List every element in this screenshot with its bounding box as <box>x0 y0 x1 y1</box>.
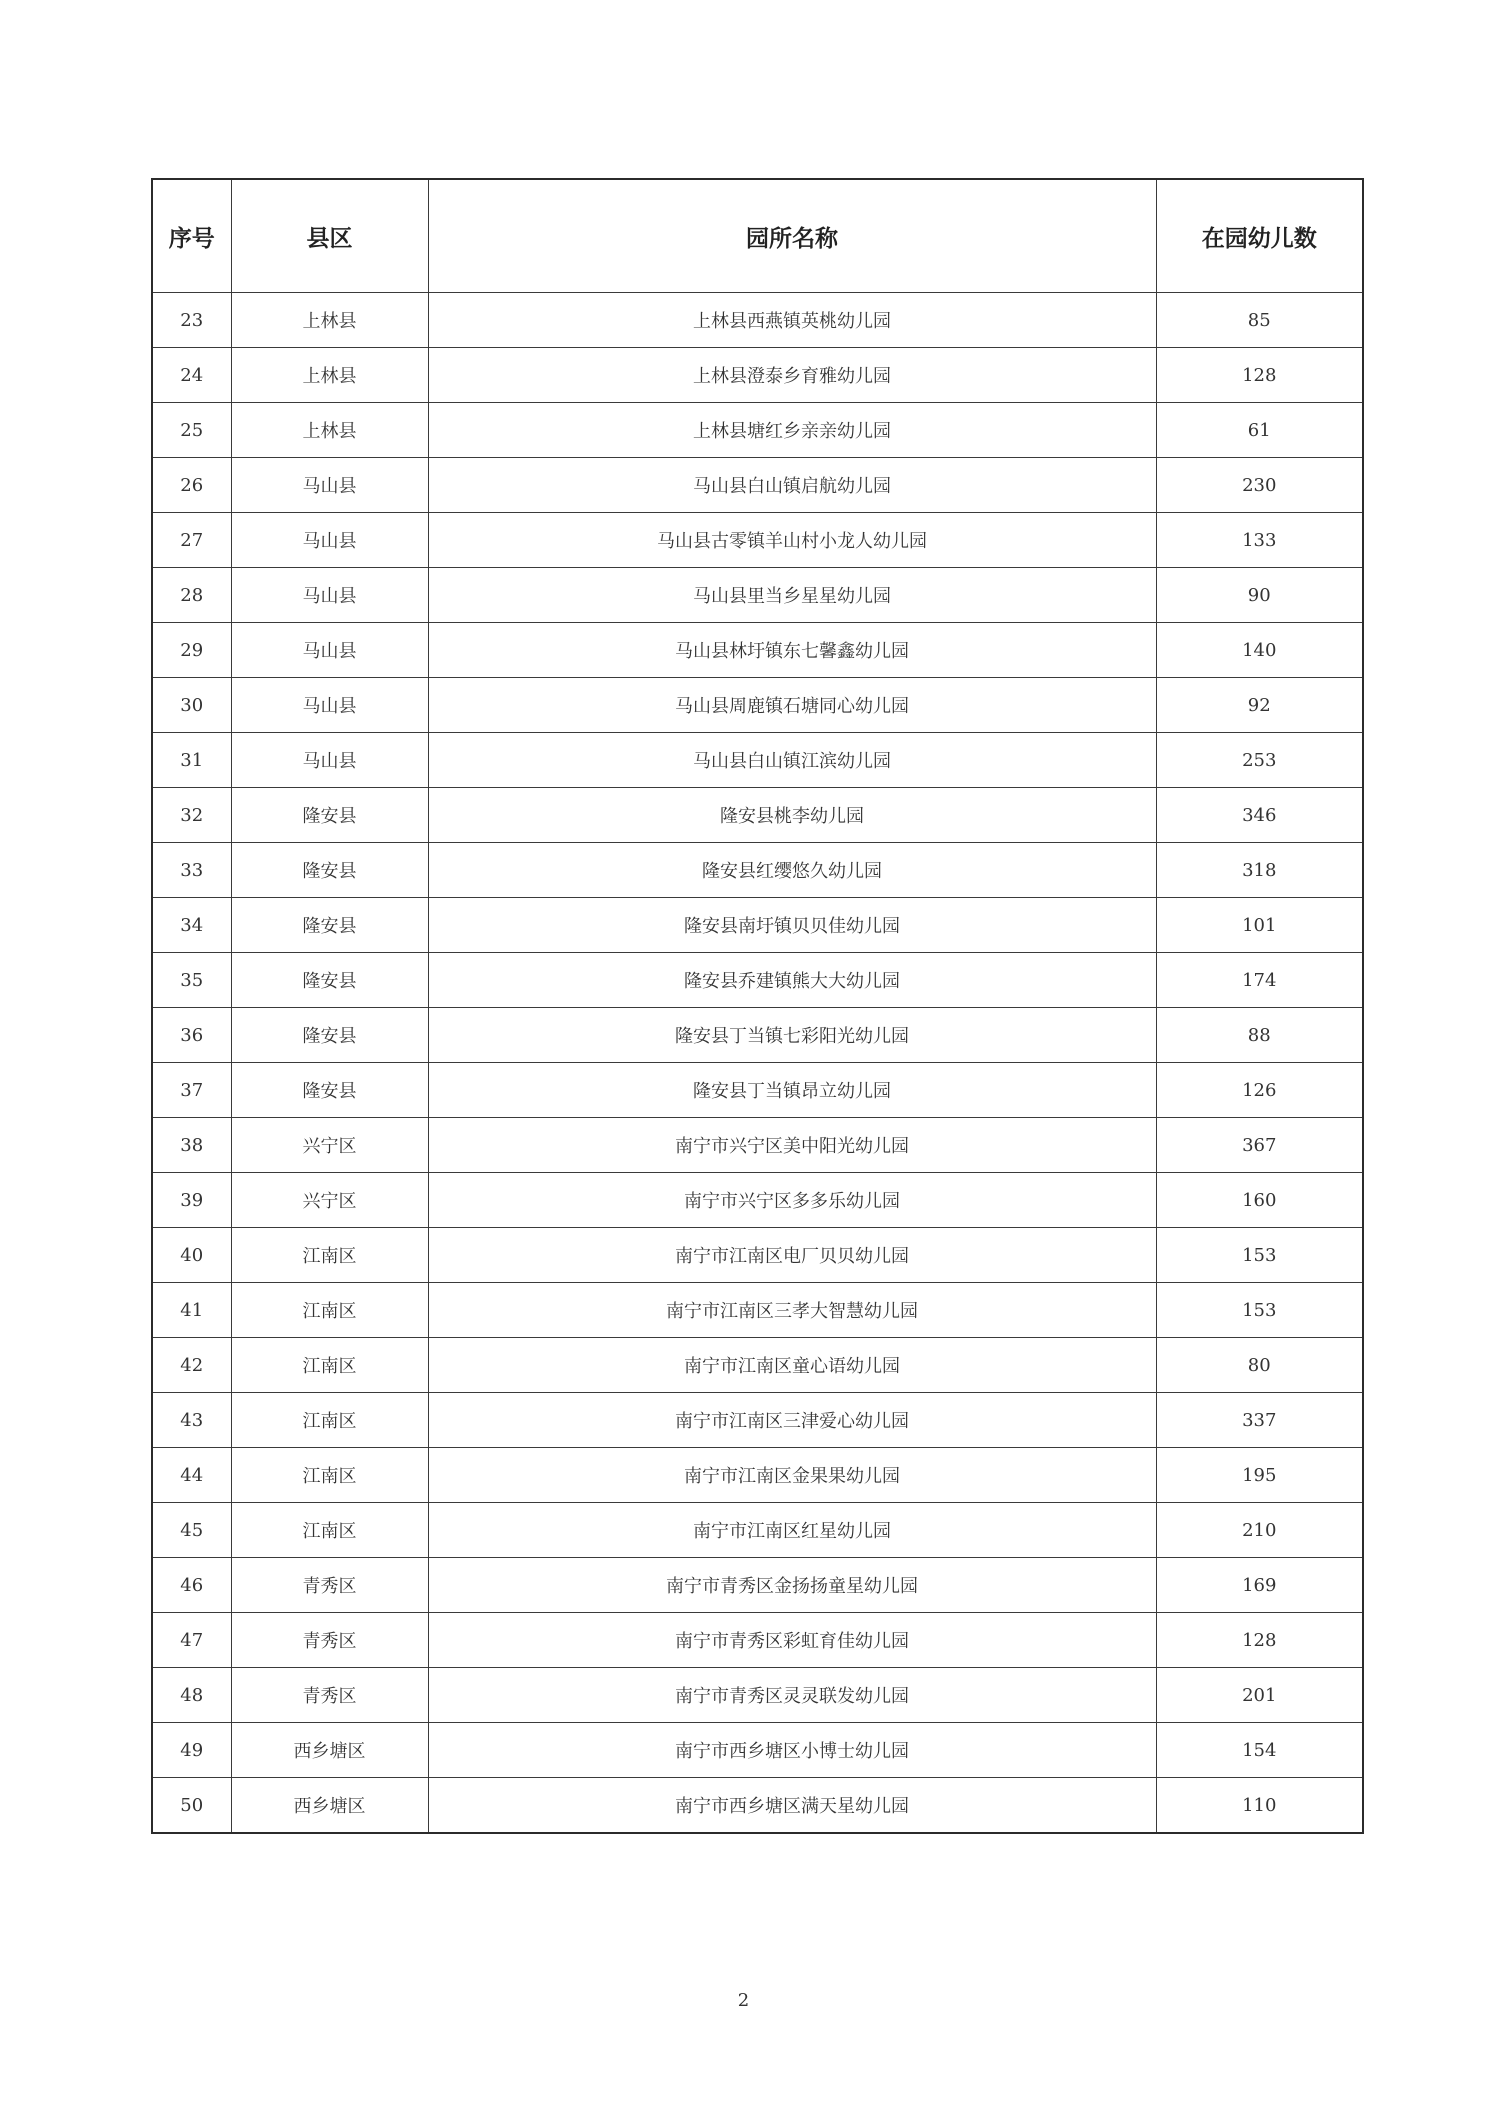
table-row <box>152 1118 1363 1173</box>
table-row <box>152 1283 1363 1338</box>
table-row <box>152 1338 1363 1393</box>
cell-enrolled-count: 230 <box>1156 458 1363 513</box>
cell-enrolled-count: 195 <box>1156 1448 1363 1503</box>
cell-kindergarten-name: 南宁市江南区三孝大智慧幼儿园 <box>428 1283 1156 1338</box>
cell-kindergarten-name: 南宁市江南区三津爱心幼儿园 <box>428 1393 1156 1448</box>
table-row <box>152 623 1363 678</box>
table-row <box>152 458 1363 513</box>
cell-district: 隆安县 <box>231 843 428 898</box>
cell-index: 26 <box>152 458 231 513</box>
table-row <box>152 953 1363 1008</box>
cell-district: 江南区 <box>231 1448 428 1503</box>
cell-district: 江南区 <box>231 1338 428 1393</box>
header-row <box>152 179 1363 293</box>
table-row <box>152 1063 1363 1118</box>
cell-index: 25 <box>152 403 231 458</box>
cell-kindergarten-name: 南宁市青秀区金扬扬童星幼儿园 <box>428 1558 1156 1613</box>
cell-index: 29 <box>152 623 231 678</box>
cell-kindergarten-name: 南宁市江南区红星幼儿园 <box>428 1503 1156 1558</box>
cell-kindergarten-name: 上林县澄泰乡育雅幼儿园 <box>428 348 1156 403</box>
cell-index: 47 <box>152 1613 231 1668</box>
cell-district: 隆安县 <box>231 898 428 953</box>
table-row <box>152 513 1363 568</box>
cell-kindergarten-name: 隆安县南圩镇贝贝佳幼儿园 <box>428 898 1156 953</box>
cell-index: 43 <box>152 1393 231 1448</box>
cell-district: 青秀区 <box>231 1668 428 1723</box>
cell-enrolled-count: 153 <box>1156 1228 1363 1283</box>
table-row <box>152 1723 1363 1778</box>
cell-enrolled-count: 61 <box>1156 403 1363 458</box>
cell-kindergarten-name: 马山县林圩镇东七馨鑫幼儿园 <box>428 623 1156 678</box>
cell-index: 48 <box>152 1668 231 1723</box>
cell-kindergarten-name: 南宁市江南区童心语幼儿园 <box>428 1338 1156 1393</box>
cell-enrolled-count: 101 <box>1156 898 1363 953</box>
cell-kindergarten-name: 隆安县乔建镇熊大大幼儿园 <box>428 953 1156 1008</box>
table-row <box>152 1393 1363 1448</box>
cell-district: 隆安县 <box>231 953 428 1008</box>
cell-district: 上林县 <box>231 403 428 458</box>
cell-enrolled-count: 88 <box>1156 1008 1363 1063</box>
cell-index: 28 <box>152 568 231 623</box>
cell-index: 31 <box>152 733 231 788</box>
cell-enrolled-count: 140 <box>1156 623 1363 678</box>
table-header <box>152 179 1363 293</box>
table-row <box>152 1668 1363 1723</box>
table-row <box>152 1448 1363 1503</box>
cell-index: 37 <box>152 1063 231 1118</box>
cell-district: 马山县 <box>231 568 428 623</box>
cell-kindergarten-name: 南宁市江南区金果果幼儿园 <box>428 1448 1156 1503</box>
cell-enrolled-count: 253 <box>1156 733 1363 788</box>
cell-index: 33 <box>152 843 231 898</box>
cell-kindergarten-name: 南宁市江南区电厂贝贝幼儿园 <box>428 1228 1156 1283</box>
header-district: 县区 <box>231 179 428 293</box>
cell-kindergarten-name: 隆安县红缨悠久幼儿园 <box>428 843 1156 898</box>
cell-district: 上林县 <box>231 293 428 348</box>
table-row <box>152 1558 1363 1613</box>
cell-index: 38 <box>152 1118 231 1173</box>
cell-district: 青秀区 <box>231 1558 428 1613</box>
cell-district: 马山县 <box>231 513 428 568</box>
cell-index: 23 <box>152 293 231 348</box>
kindergarten-table <box>151 178 1364 1834</box>
header-kindergarten-name: 园所名称 <box>428 179 1156 293</box>
cell-enrolled-count: 174 <box>1156 953 1363 1008</box>
cell-district: 兴宁区 <box>231 1173 428 1228</box>
table-row <box>152 843 1363 898</box>
cell-index: 45 <box>152 1503 231 1558</box>
cell-enrolled-count: 160 <box>1156 1173 1363 1228</box>
cell-enrolled-count: 128 <box>1156 348 1363 403</box>
table-row <box>152 1503 1363 1558</box>
cell-district: 上林县 <box>231 348 428 403</box>
cell-kindergarten-name: 上林县塘红乡亲亲幼儿园 <box>428 403 1156 458</box>
table-row <box>152 348 1363 403</box>
table-row <box>152 1778 1363 1834</box>
cell-kindergarten-name: 马山县白山镇启航幼儿园 <box>428 458 1156 513</box>
cell-district: 青秀区 <box>231 1613 428 1668</box>
cell-kindergarten-name: 隆安县丁当镇七彩阳光幼儿园 <box>428 1008 1156 1063</box>
cell-index: 41 <box>152 1283 231 1338</box>
cell-index: 34 <box>152 898 231 953</box>
table-row <box>152 403 1363 458</box>
table-body <box>152 293 1363 1834</box>
cell-district: 江南区 <box>231 1503 428 1558</box>
cell-enrolled-count: 337 <box>1156 1393 1363 1448</box>
cell-index: 35 <box>152 953 231 1008</box>
cell-index: 40 <box>152 1228 231 1283</box>
cell-enrolled-count: 346 <box>1156 788 1363 843</box>
cell-district: 隆安县 <box>231 1008 428 1063</box>
cell-kindergarten-name: 马山县白山镇江滨幼儿园 <box>428 733 1156 788</box>
cell-index: 30 <box>152 678 231 733</box>
table-row <box>152 568 1363 623</box>
cell-district: 西乡塘区 <box>231 1723 428 1778</box>
cell-district: 江南区 <box>231 1283 428 1338</box>
cell-district: 兴宁区 <box>231 1118 428 1173</box>
table-row <box>152 678 1363 733</box>
cell-index: 39 <box>152 1173 231 1228</box>
cell-district: 隆安县 <box>231 788 428 843</box>
cell-kindergarten-name: 南宁市青秀区彩虹育佳幼儿园 <box>428 1613 1156 1668</box>
table-row <box>152 293 1363 348</box>
cell-kindergarten-name: 南宁市西乡塘区小博士幼儿园 <box>428 1723 1156 1778</box>
cell-kindergarten-name: 南宁市兴宁区多多乐幼儿园 <box>428 1173 1156 1228</box>
table-row <box>152 898 1363 953</box>
cell-district: 隆安县 <box>231 1063 428 1118</box>
cell-enrolled-count: 210 <box>1156 1503 1363 1558</box>
cell-index: 36 <box>152 1008 231 1063</box>
cell-district: 马山县 <box>231 678 428 733</box>
cell-kindergarten-name: 马山县周鹿镇石塘同心幼儿园 <box>428 678 1156 733</box>
cell-enrolled-count: 169 <box>1156 1558 1363 1613</box>
cell-enrolled-count: 153 <box>1156 1283 1363 1338</box>
cell-district: 江南区 <box>231 1393 428 1448</box>
cell-kindergarten-name: 南宁市青秀区灵灵联发幼儿园 <box>428 1668 1156 1723</box>
cell-enrolled-count: 154 <box>1156 1723 1363 1778</box>
cell-kindergarten-name: 南宁市兴宁区美中阳光幼儿园 <box>428 1118 1156 1173</box>
cell-index: 50 <box>152 1778 231 1834</box>
cell-district: 马山县 <box>231 458 428 513</box>
cell-enrolled-count: 110 <box>1156 1778 1363 1834</box>
cell-index: 24 <box>152 348 231 403</box>
cell-enrolled-count: 85 <box>1156 293 1363 348</box>
table-row <box>152 733 1363 788</box>
cell-district: 西乡塘区 <box>231 1778 428 1834</box>
cell-kindergarten-name: 南宁市西乡塘区满天星幼儿园 <box>428 1778 1156 1834</box>
table-row <box>152 1008 1363 1063</box>
page-number: 2 <box>737 1990 750 2011</box>
cell-enrolled-count: 128 <box>1156 1613 1363 1668</box>
cell-enrolled-count: 318 <box>1156 843 1363 898</box>
cell-kindergarten-name: 上林县西燕镇英桃幼儿园 <box>428 293 1156 348</box>
header-enrolled-count: 在园幼儿数 <box>1156 179 1363 293</box>
cell-index: 46 <box>152 1558 231 1613</box>
cell-enrolled-count: 367 <box>1156 1118 1363 1173</box>
table-row <box>152 788 1363 843</box>
cell-index: 32 <box>152 788 231 843</box>
cell-district: 马山县 <box>231 733 428 788</box>
header-index: 序号 <box>152 179 231 293</box>
cell-enrolled-count: 133 <box>1156 513 1363 568</box>
cell-district: 江南区 <box>231 1228 428 1283</box>
table-row <box>152 1228 1363 1283</box>
cell-district: 马山县 <box>231 623 428 678</box>
table-row <box>152 1173 1363 1228</box>
cell-kindergarten-name: 马山县古零镇羊山村小龙人幼儿园 <box>428 513 1156 568</box>
cell-enrolled-count: 126 <box>1156 1063 1363 1118</box>
cell-kindergarten-name: 隆安县桃李幼儿园 <box>428 788 1156 843</box>
cell-kindergarten-name: 马山县里当乡星星幼儿园 <box>428 568 1156 623</box>
cell-index: 27 <box>152 513 231 568</box>
cell-index: 49 <box>152 1723 231 1778</box>
cell-enrolled-count: 80 <box>1156 1338 1363 1393</box>
table-row <box>152 1613 1363 1668</box>
cell-enrolled-count: 201 <box>1156 1668 1363 1723</box>
cell-kindergarten-name: 隆安县丁当镇昂立幼儿园 <box>428 1063 1156 1118</box>
cell-index: 44 <box>152 1448 231 1503</box>
cell-enrolled-count: 92 <box>1156 678 1363 733</box>
cell-index: 42 <box>152 1338 231 1393</box>
cell-enrolled-count: 90 <box>1156 568 1363 623</box>
